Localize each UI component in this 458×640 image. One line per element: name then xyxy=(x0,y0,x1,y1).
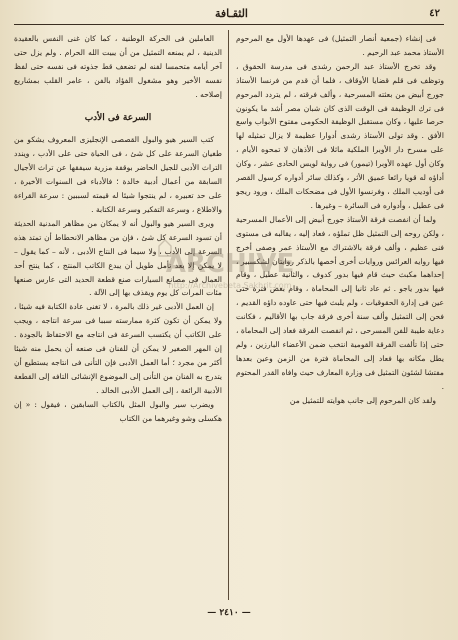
page-footer: — ٢٤١٠ — xyxy=(207,608,251,618)
right-column xyxy=(236,32,444,597)
paragraph: ولما أن انفصت فرقة الأستاذ جورج أبيض إلى الأعمال المسرحية ، ولكن روحه إلى التمثيل ظل تملؤه ، فعاد إليه ، يقالبه فى مستوى فنى عظيم ، وألف فرقة بالاشتراك مع الأستاذ عمر وصفى أخرج فيها روايه العرائس وروايات أخرى أخصها بالذكر روايتان لشكسبير ، إحداهما مكبث حيث قام فيها بدور كدوف ، والثانية عطيل ، وقام فيها بدور ياجو . ثم عاد ثانيا إلى المحاماة ، وقام بعض فترة حتى عين فى إدارة الحقوقيات ، ولم يلبث فيها حتى عاوده داؤه القديم ، فحن إلى التمثيل وألف سنة أخرى فرقة جاب بها الأقاليم ، فكانت دعاية طيبة للفن المسرحى ، ثم انفصت الفرقة فعاد إلى المحاماة ، حتى إذا تألفت الفرقة القومية انتخب ضمن الأعضاء البارزين ، ولم يطل مكانه بها فعاد إلى المحاماة فترة من الزمن وعين بعدها مفتشا لشئون التمثيل فى وزارة المعارف حيث وافاه القدر المحتوم . xyxy=(236,214,444,391)
paragraph: ولقد كان المرحوم إلى جانب هوايته للتمثيل من xyxy=(289,395,436,405)
archive-watermark-logo xyxy=(145,238,315,298)
paragraph: ويرى السير هيو والبول أنه لا يمكان من مظاهر المدنية الحديثة أن تسود السرعة كل شئ ، فإن من مظاهر الانحطاط أن تمتد هذه السرعة إلى الأدب ، ولا سيما فى النتاج الأدبى ، لأنه – كما يقول – لا يمكن إلا بعد تأمل طويل أن يبدع الكاتب المنتج ، كما ينتج أحد العمال فى مصانع السيارات صنع قطعة الحديد التى عارس صنعها مئات المرات كل يوم ويقذف بها إلى الآلة . xyxy=(14,218,222,298)
column-divider xyxy=(228,30,229,600)
section-title: السرعة فى الأدب xyxy=(84,112,152,123)
paragraph: كتب السير هيو والبول القصصى الإنجليزى المعروف يشكو من طغيان السرعة على كل شئ ، فى الحياة حتى على الأدب ، ويندد التراث الأدبى للجيل الحاضر بوقفة مزرية سيفقها عن تراث الأجيال السابقة من أعمال أدبية خالدة ؛ فالأدباء فى السنوات الأخيرة ، على حد تعبيره ، لم ينتجوا شيئا له قيمته لسببين : سرعة القراءة والاطلاع ، وسرعة التفكير وسرعة الكتابة . xyxy=(14,135,222,214)
paragraph: وقد تخرج الأستاذ عبد الرحمن رشدى فى مدرسة الحقوق ، وتوظف فى قلم قضايا الأوقاف ، فلما أن قدم من فرنسا الأستاذ جورج أبيض من بعثته المسرحية ، وألف فرقته ، لم يتردد المرحوم فى ترك الوظيفة فى الوقت الذى كان شبان مصر أشد ما يكونون حرصا عليها ، وكان مستقبل الوظيفة الحكومى مفتوح الأبواب واسع الأفق . وقد تولى الأستاذ رشدى أدوارا عظيمة لا يزال تمثيله لها على مسرح دار الأوبرا الملكية ماثلا فى الأذهان لا تمحوه الأيام ، وكان أول عهده الأوبرا (تيمور) فى رواية لويس الحادى عشر ، وكان أداؤه له قويا رائعا عميق الأثر ، وكذلك سائر أدواره كرسول القصر فى أوديب الملك ، وفرنسوا الأول فى مضحكات الملك ، ورود ريجو فى عطيل ، وأدواره فى السائرة – وغيرها . xyxy=(236,61,444,210)
watermark-label: ARCHIVE xyxy=(165,249,295,279)
paragraph: إن العمل الأدبى غير ذلك بالمرة ، لا تغنى عادة الكتابة فيه شيئا ، ولا يمكن أن تكون كثرة ممارسته سببا فى سرعة انتاجه ، ويجب على الكاتب أن يكتسب السرعة فى انتاجه مع الاحتفاظ بالجودة . إن المهر الصغير لا يمكن أن للفنان فى صنعه أن يحمل منه شيئا أكثر من مجرد ؛ أما العمل الأدبى فإن التأنى فى انتاجه يستطيع أن يتدرج به الفنان من التأنى إلى الموضوع الإنشائى التافه إلى القطعة الأدبية الرائعة ، إلى العمل الأدبى الخالد . xyxy=(14,302,222,395)
paragraph: فى إنشاء (جمعية أنصار التمثيل) فى عهدها الأول مع المرحوم الأستاذ محمد عبد الرحيم . xyxy=(236,34,444,57)
journal-title: الثقـافة xyxy=(214,7,248,20)
paragraph: العاملين فى الحركة الوطنية ، كما كان غنى النفس بالعقيدة الدينية ، لم يمنعه التمثيل من أن يبيت الله الحرام . ولم يزل حتى آخر أيامه متحمسا لفنه لم تضعف قط جذوته فى نفسه حتى لفظ نفسه الأخير وهو مشغول الفؤاد بالفن ، عامر القلب بمشاريع إصلاحه . xyxy=(14,34,222,99)
left-column xyxy=(14,32,222,597)
page-header xyxy=(14,6,444,25)
paragraph: ويضرب سير والبول المثل بالكتاب السابقين ، فيقول : « إن هكسلى وشو وغيرهما من الكتاب xyxy=(14,399,222,423)
watermark-url: http://Archivebeta.Sakhrit.com xyxy=(168,281,292,290)
page-number: ٤٢ xyxy=(429,8,440,19)
